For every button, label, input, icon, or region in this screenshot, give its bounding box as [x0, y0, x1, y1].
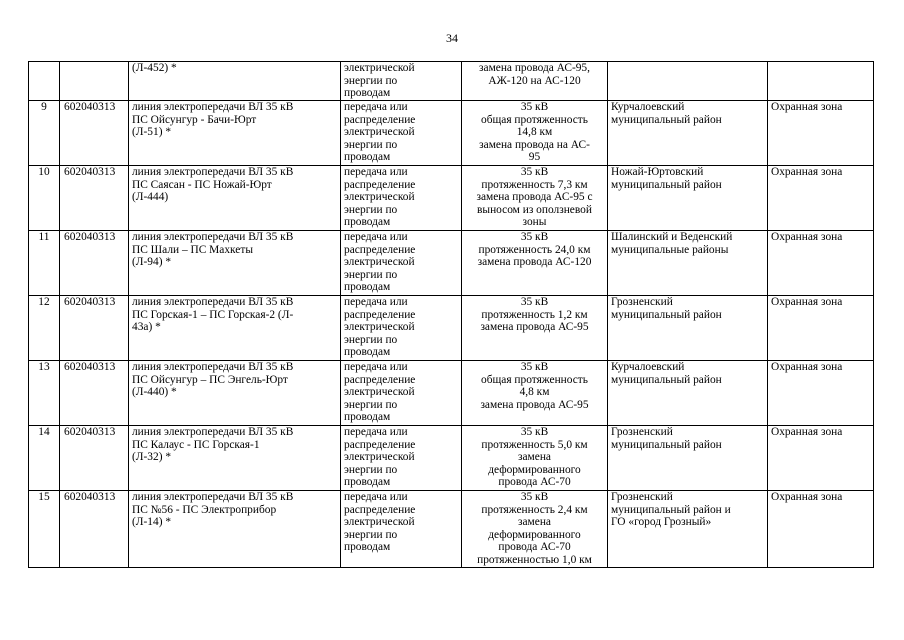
object-characteristics-line: провода АС-70: [498, 541, 571, 553]
zone-type: Охранная зона: [768, 491, 874, 568]
table-row: [29, 296, 874, 361]
object-characteristics-line: 35 кВ: [520, 426, 549, 438]
object-name: [129, 166, 341, 231]
zone-type: Охранная зона: [768, 296, 874, 361]
object-purpose-line: проводам: [344, 87, 391, 99]
object-characteristics-line: замена провода АС-95,: [479, 62, 590, 74]
object-location-line: Грозненский: [611, 426, 673, 438]
object-purpose: [341, 491, 462, 568]
object-purpose-line: энергии по: [344, 333, 398, 346]
object-characteristics: [462, 101, 608, 166]
object-location-line: Шалинский и Веденский: [611, 231, 733, 243]
table-row: [29, 62, 874, 101]
object-purpose-line: распределение: [344, 178, 416, 191]
object-location: [608, 296, 768, 361]
object-characteristics-line: 35 кВ: [520, 101, 549, 113]
object-purpose-line: энергии по: [344, 268, 398, 281]
object-purpose-line: проводам: [344, 346, 391, 358]
object-location-line: муниципальный район: [611, 113, 722, 126]
zone-type: [768, 62, 874, 101]
object-purpose-line: проводам: [344, 151, 391, 163]
object-characteristics-line: провода АС-70: [498, 476, 571, 488]
object-name-line: ПС Саясан - ПС Ножай-Юрт: [132, 178, 272, 191]
object-characteristics-line: общая протяженность: [481, 373, 588, 386]
object-name: [129, 361, 341, 426]
object-purpose-line: распределение: [344, 308, 416, 321]
table-row: [29, 361, 874, 426]
object-characteristics-line: 95: [528, 151, 541, 163]
object-name-line: (Л-444): [132, 191, 169, 203]
object-purpose-line: электрической: [344, 321, 415, 333]
row-number: 13: [29, 361, 60, 426]
object-purpose-line: распределение: [344, 243, 416, 256]
object-name-line: линия электропередачи ВЛ 35 кВ: [132, 491, 294, 503]
object-characteristics-line: 35 кВ: [520, 296, 549, 308]
object-characteristics-line: протяженность 7,3 км: [481, 178, 588, 191]
object-name-line: ПС Калаус - ПС Горская-1: [132, 438, 260, 451]
object-characteristics-line: протяженность 24,0 км: [478, 243, 591, 256]
zone-type: Охранная зона: [768, 426, 874, 491]
object-characteristics-line: замена провода АС-95: [480, 398, 589, 411]
object-location-line: муниципальный район: [611, 178, 722, 191]
object-purpose-line: распределение: [344, 373, 416, 386]
object-purpose-line: электрической: [344, 126, 415, 138]
object-name-line: ПС Шали – ПС Махкеты: [132, 243, 253, 256]
object-characteristics: [462, 62, 608, 101]
object-characteristics-line: протяженностью 1,0 км: [477, 553, 592, 566]
object-characteristics-line: 35 кВ: [520, 231, 549, 243]
row-number: 15: [29, 491, 60, 568]
object-purpose-line: передача или: [344, 101, 408, 113]
object-characteristics: [462, 231, 608, 296]
row-number: 10: [29, 166, 60, 231]
object-characteristics: [462, 426, 608, 491]
object-location-line: муниципальный район и: [611, 503, 731, 516]
object-purpose: [341, 62, 462, 101]
object-purpose: [341, 361, 462, 426]
okved-code: 602040313: [60, 491, 129, 568]
object-purpose-line: электрической: [344, 516, 415, 528]
zone-type: Охранная зона: [768, 361, 874, 426]
object-purpose-line: энергии по: [344, 138, 398, 151]
object-characteristics-line: протяженность 1,2 км: [481, 308, 588, 321]
object-name-line: (Л-32) *: [132, 451, 172, 463]
object-purpose-line: передача или: [344, 231, 408, 243]
object-name-line: ПС Ойсунгур - Бачи-Юрт: [132, 113, 257, 126]
object-purpose-line: передача или: [344, 166, 408, 178]
object-purpose-line: энергии по: [344, 398, 398, 411]
object-location: [608, 426, 768, 491]
okved-code: 602040313: [60, 166, 129, 231]
object-purpose-line: проводам: [344, 216, 391, 228]
object-purpose: [341, 231, 462, 296]
object-characteristics-line: зоны: [522, 216, 547, 228]
object-purpose-line: проводам: [344, 541, 391, 553]
object-location-line: Грозненский: [611, 491, 673, 503]
object-characteristics-line: замена провода АС-95: [480, 321, 589, 333]
object-name-line: линия электропередачи ВЛ 35 кВ: [132, 426, 294, 438]
row-number: 11: [29, 231, 60, 296]
object-purpose-line: электрической: [344, 451, 415, 463]
okved-code: 602040313: [60, 101, 129, 166]
object-characteristics-line: замена: [518, 451, 551, 463]
object-name-line: (Л-440) *: [132, 386, 177, 398]
object-purpose-line: электрической: [344, 191, 415, 203]
object-name-line: (Л-51) *: [132, 126, 172, 138]
object-name-line: (Л-94) *: [132, 256, 172, 268]
okved-code: 602040313: [60, 426, 129, 491]
object-purpose-line: передача или: [344, 361, 408, 373]
object-purpose-line: энергии по: [344, 463, 398, 476]
object-purpose-line: электрической: [344, 62, 415, 74]
object-location-line: муниципальные районы: [611, 243, 729, 256]
object-location: [608, 101, 768, 166]
object-location-line: муниципальный район: [611, 373, 722, 386]
zone-type: Охранная зона: [768, 101, 874, 166]
object-purpose-line: электрической: [344, 386, 415, 398]
okved-code: 602040313: [60, 296, 129, 361]
page-number: 34: [446, 31, 458, 45]
object-purpose-line: распределение: [344, 503, 416, 516]
object-characteristics: [462, 361, 608, 426]
object-name-line: ПС №56 - ПС Электроприбор: [132, 503, 277, 516]
object-purpose-line: проводам: [344, 411, 391, 423]
table-body: [29, 62, 874, 568]
object-name-line: 43а) *: [132, 321, 161, 333]
object-name: [129, 231, 341, 296]
object-location-line: муниципальный район: [611, 438, 722, 451]
object-purpose: [341, 166, 462, 231]
object-characteristics-line: деформированного: [488, 528, 581, 541]
object-purpose-line: проводам: [344, 281, 391, 293]
object-name: [129, 426, 341, 491]
table-row: [29, 101, 874, 166]
object-characteristics-line: 35 кВ: [520, 491, 549, 503]
table-row: [29, 166, 874, 231]
object-purpose-line: распределение: [344, 438, 416, 451]
object-name-line: (Л-14) *: [132, 516, 172, 528]
object-characteristics-line: общая протяженность: [481, 113, 588, 126]
object-characteristics-line: замена: [518, 516, 551, 528]
object-purpose-line: проводам: [344, 476, 391, 488]
object-characteristics: [462, 491, 608, 568]
object-characteristics-line: 35 кВ: [520, 166, 549, 178]
object-name-line: линия электропередачи ВЛ 35 кВ: [132, 231, 294, 243]
object-name: [129, 491, 341, 568]
object-location: [608, 231, 768, 296]
object-name: [129, 101, 341, 166]
object-location-line: Курчалоевский: [611, 101, 685, 113]
object-location-line: ГО «город Грозный»: [611, 516, 712, 528]
row-number: 9: [29, 101, 60, 166]
object-name: [129, 296, 341, 361]
okved-code: 602040313: [60, 361, 129, 426]
object-characteristics: [462, 166, 608, 231]
object-location: [608, 361, 768, 426]
object-name-line: линия электропередачи ВЛ 35 кВ: [132, 166, 294, 178]
object-purpose-line: передача или: [344, 296, 408, 308]
row-number: [29, 62, 60, 101]
object-characteristics-line: выносом из оползневой: [477, 203, 592, 216]
object-purpose-line: энергии по: [344, 528, 398, 541]
object-name-line: линия электропередачи ВЛ 35 кВ: [132, 361, 294, 373]
object-location: [608, 166, 768, 231]
object-characteristics-line: протяженность 2,4 км: [481, 503, 588, 516]
object-location: [608, 62, 768, 101]
object-purpose-line: передача или: [344, 491, 408, 503]
object-characteristics-line: замена провода на АС-: [479, 138, 590, 151]
object-name-line: (Л-452) *: [132, 62, 177, 74]
object-characteristics-line: 14,8 км: [516, 126, 553, 138]
okved-code: 602040313: [60, 231, 129, 296]
row-number: 14: [29, 426, 60, 491]
infrastructure-table: [28, 61, 874, 568]
object-purpose: [341, 426, 462, 491]
object-location-line: Ножай-Юртовский: [611, 166, 704, 178]
object-characteristics-line: протяженность 5,0 км: [481, 438, 588, 451]
object-characteristics: [462, 296, 608, 361]
object-name-line: линия электропередачи ВЛ 35 кВ: [132, 101, 294, 113]
object-name: [129, 62, 341, 101]
object-name-line: ПС Горская-1 – ПС Горская-2 (Л-: [132, 308, 294, 321]
table-row: [29, 231, 874, 296]
object-characteristics-line: АЖ-120 на АС-120: [488, 74, 581, 87]
object-location-line: муниципальный район: [611, 308, 722, 321]
object-characteristics-line: 35 кВ: [520, 361, 549, 373]
object-characteristics-line: деформированного: [488, 463, 581, 476]
object-characteristics-line: замена провода АС-95 с: [476, 191, 593, 203]
zone-type: Охранная зона: [768, 166, 874, 231]
object-location-line: Грозненский: [611, 296, 673, 308]
object-name-line: ПС Ойсунгур – ПС Энгель-Юрт: [132, 373, 288, 386]
object-purpose-line: электрической: [344, 256, 415, 268]
object-purpose: [341, 101, 462, 166]
object-location: [608, 491, 768, 568]
object-characteristics-line: замена провода АС-120: [477, 256, 592, 268]
object-characteristics-line: 4,8 км: [519, 386, 550, 398]
row-number: 12: [29, 296, 60, 361]
zone-type: Охранная зона: [768, 231, 874, 296]
object-name-line: линия электропередачи ВЛ 35 кВ: [132, 296, 294, 308]
object-purpose-line: передача или: [344, 426, 408, 438]
object-purpose-line: распределение: [344, 113, 416, 126]
table-row: [29, 491, 874, 568]
okved-code: [60, 62, 129, 101]
object-purpose-line: энергии по: [344, 74, 398, 87]
object-location-line: Курчалоевский: [611, 361, 685, 373]
object-purpose-line: энергии по: [344, 203, 398, 216]
table-row: [29, 426, 874, 491]
object-purpose: [341, 296, 462, 361]
